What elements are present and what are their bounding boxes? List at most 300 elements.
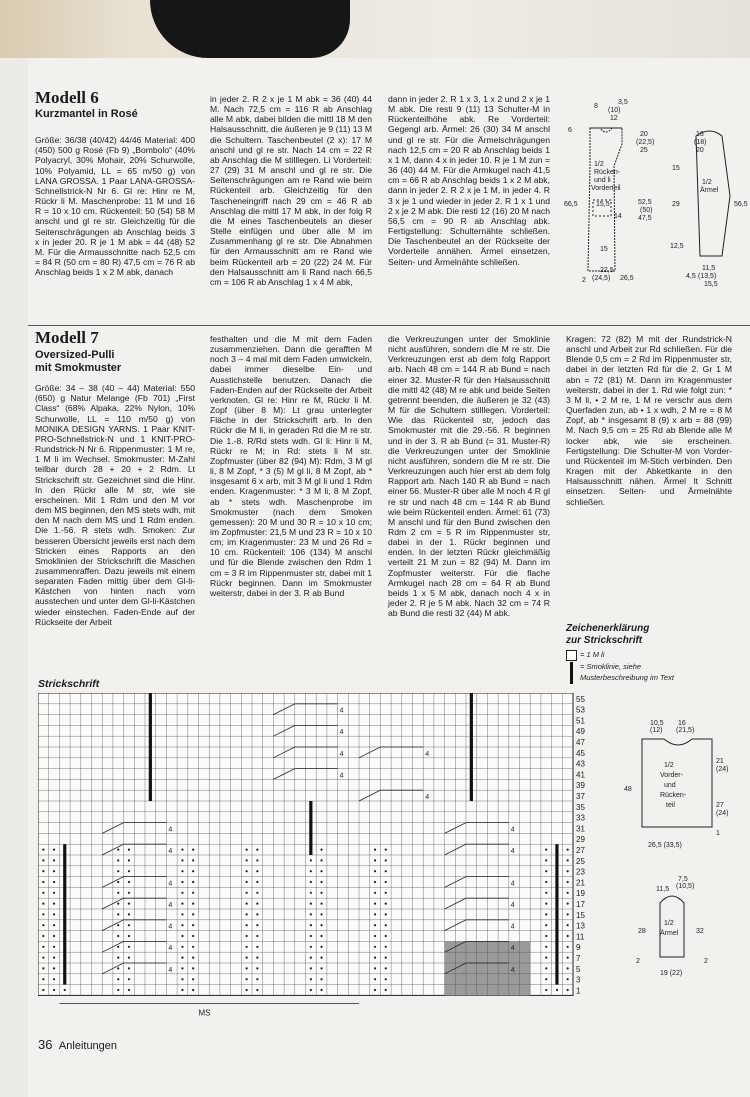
chart-row-number: 7: [576, 954, 581, 963]
chart-title: Strickschrift: [38, 678, 100, 690]
chart-purl-dot: [385, 978, 387, 980]
chart-purl-dot: [117, 935, 119, 937]
chart-purl-dot: [374, 978, 376, 980]
chart-purl-dot: [385, 849, 387, 851]
schema7-label: 27: [716, 802, 724, 809]
chart-purl-dot: [545, 924, 547, 926]
footer-section: Anleitungen: [58, 1040, 118, 1052]
chart-purl-dot: [181, 946, 183, 948]
schema6-label: 15,5: [596, 201, 610, 208]
schema6-label: 12,5: [670, 243, 684, 250]
chart-purl-dot: [53, 903, 55, 905]
chart-purl-dot: [181, 978, 183, 980]
chart-purl-dot: [545, 913, 547, 915]
schema6-label: 14: [614, 213, 622, 220]
chart-purl-dot: [181, 935, 183, 937]
schema6-label: 15,5: [704, 281, 718, 288]
chart-purl-dot: [567, 903, 569, 905]
chart-purl-dot: [42, 870, 44, 872]
chart-purl-dot: [181, 924, 183, 926]
schema6-label: (24,5): [592, 275, 611, 282]
chart-purl-dot: [567, 989, 569, 991]
modell6-col3: [388, 94, 550, 267]
chart-purl-dot: [192, 913, 194, 915]
schema6-label: 20: [640, 131, 648, 138]
chart-cable-label: 4: [168, 966, 173, 974]
chart-purl-dot: [246, 978, 248, 980]
chart-smock-line: [63, 844, 66, 984]
chart-purl-dot: [53, 859, 55, 861]
chart-cable-label: 4: [510, 923, 515, 931]
chart-row-number: 31: [576, 824, 585, 834]
chart-purl-dot: [567, 978, 569, 980]
schema7-body-2: Vorder-: [660, 772, 683, 779]
chart-purl-dot: [192, 967, 194, 969]
chart-purl-dot: [53, 870, 55, 872]
chart-cable-label: 4: [168, 826, 173, 834]
chart-purl-dot: [567, 859, 569, 861]
chart-purl-dot: [117, 870, 119, 872]
chart-purl-dot: [192, 989, 194, 991]
hat-photo: [150, 0, 350, 58]
schema6-label: 47,5: [638, 215, 652, 222]
chart-purl-dot: [385, 967, 387, 969]
chart-purl-dot: [53, 924, 55, 926]
schema7-body-1: 1/2: [664, 762, 674, 769]
chart-smock-line: [470, 693, 473, 801]
chart-purl-dot: [181, 967, 183, 969]
chart-purl-dot: [545, 967, 547, 969]
schema7-label: (21,5): [676, 727, 695, 734]
chart-purl-dot: [128, 849, 130, 851]
schema7-label: 11,5: [656, 886, 670, 893]
chart-cable-label: 4: [510, 848, 515, 855]
chart-purl-dot: [556, 989, 558, 991]
chart-purl-dot: [117, 957, 119, 959]
chart-purl-dot: [117, 913, 119, 915]
chart-purl-dot: [117, 989, 119, 991]
schema6-label: 26,5: [620, 275, 634, 282]
chart-purl-dot: [320, 935, 322, 937]
chart-purl-dot: [128, 978, 130, 980]
modell6-title: Modell 6: [35, 88, 99, 107]
chart-purl-dot: [374, 849, 376, 851]
chart-purl-dot: [310, 978, 312, 980]
chart-purl-dot: [310, 989, 312, 991]
chart-purl-dot: [310, 892, 312, 894]
chart-smock-line: [555, 844, 558, 984]
schema7-body-3: und: [664, 782, 676, 789]
chart-purl-dot: [246, 967, 248, 969]
chart-purl-dot: [374, 892, 376, 894]
chart-row-number: 51: [576, 716, 585, 726]
modell7-col1: [35, 328, 195, 627]
chart-purl-dot: [42, 978, 44, 980]
chart-purl-dot: [567, 870, 569, 872]
chart-purl-dot: [246, 924, 248, 926]
modell7-col2: [210, 334, 372, 598]
chart-purl-dot: [192, 881, 194, 883]
schema6-label: (10): [608, 107, 621, 114]
chart-purl-dot: [42, 935, 44, 937]
chart-purl-dot: [53, 978, 55, 980]
chart-purl-dot: [374, 989, 376, 991]
schema7-label: 7,5: [678, 876, 688, 883]
modell7-text3: die Verkreuzungen unter der Smoklinie nicht ausführen, sondern die M re str. Die Verkreuzungen erst ab dem folg Rapport arb. Nach 48 cm = 144 R ab Bund = nach einer 32. Muster-R für den Halsausschnitt die mittl 42 (48) M re abk und beide Seiten getrennt beenden, die äußeren je 32 (43) M für die Schultern stilllegen. Vorderteil: Wie das Rückenteil str, jedoch das Smokmuster mit die 29.-56. R beginnen und in der 3. R ab Bund (= 31. Muster-R) die Verkreuzungen unter der Smoklinie nicht ausführen, sondern die M re str. Die Verkreuzungen auch hier erst ab dem folg Rapport arb. Nach 140 R ab Bund = nach einer 56. Muster-R über alle M noch 4 R gl re str und nach 48 cm = 144 R ab Bund wie beim Rückenteil enden. Ärmel: 61 (73) M anschl und für den Bund zwischen den Rdm 2 cm = 5 R im Rippenmuster str, dabei in der 1. Rückr beginnen und enden. In der letzten Rückr gleichmäßig verteilt 21 M zun = 82 (94) M. Dann im Zopfmuster weiterstr. Für die flache Armkugel nach 28 cm = 64 R ab Bund beids 1 x 5 M abk, danach noch 4 x in jeder 2. R je 5 M abk. Nach 32 cm = 74 R ab Bund die resti 32 (44) M abk.: [388, 334, 550, 619]
chart-cable-label: 4: [425, 750, 430, 758]
schema6-sleeve-1: 1/2: [702, 179, 712, 186]
chart-purl-dot: [374, 881, 376, 883]
chart-purl-dot: [181, 870, 183, 872]
chart-purl-dot: [117, 946, 119, 948]
schema7-label: 28: [638, 928, 646, 935]
chart-row-number: 1: [576, 986, 581, 996]
chart-purl-dot: [128, 924, 130, 926]
modell7-text2: festhalten und die M mit dem Faden zusammenziehen. Dann die gerafften M noch 3 – 4 mal mit dem Faden umwickeln, dabei immer dieselbe Ein- und Ausstichstelle benutzen. Danach die Faden-Enden auf der Rückseite der Arbeit verknoten. Gl re: Hinr re M, Rückr li M. Zopf (über 8 M): Lt grau unterlegter Fläche in der Strickschrift arb. In den Rückr die M li, in geraden Rd die M re str. Die 1.-8. R/Rd stets wdh. Gl li: Hinr li M, Rückr re M; in Rd: stets li M str. Zopfmuster (über 82 (94) M): Rdm, 3 M gl li, 8 M Zopf, * 3 (5) M gl li, 8 M Zopf, ab * insgesamt 6 x arb, mit 3 M gl li und 1 Rdm enden. Kragenmuster: * 3 M li, 8 M Zopf, ab * stets wdh. Maschenprobe im Smokmuster (nach dem Smoken gemessen): 20 M und 30 R = 10 x 10 cm; im Zopfmuster: 21,5 M und 23 R = 10 x 10 cm; im Kragenmuster: 23 M und 26 Rd = 10 cm. Rückenteil: 106 (134) M anschl und für die Blende zwischen den Rdm 1 cm = 3 R im Rippenmuster str, dabei mit 1 Rückr beginnen. Dann im Smokmuster weiterstr, dabei in der 3. R ab Bund: [210, 334, 372, 598]
chart-purl-dot: [374, 913, 376, 915]
chart-purl-dot: [53, 892, 55, 894]
legend-item-2a: = Smoklinie, siehe: [580, 662, 642, 671]
chart-purl-dot: [256, 989, 258, 991]
chart-purl-dot: [374, 903, 376, 905]
chart-purl-dot: [320, 913, 322, 915]
chart-purl-dot: [374, 870, 376, 872]
chart-purl-dot: [246, 913, 248, 915]
modell6-text1: Größe: 36/38 (40/42) 44/46 Material: 400 (450) 500 g Rosé (Fb 9) „Bombolo“ (40% Polyacryl, 30% Mohair, 20% Schurwolle, 10% Polyamid, LL = 65 m/50 g) von LANA GROSSA. 1 Paar LANA-GROSSA-Schnellstrick-N Nr 6. Gl re: Hinr re M, Rückr li M. Maschenprobe: 11 M und 16 R = 10 x 10 cm. Rückenteil: 50 (54) 58 M anschl und gl re str. Gleichzeitig für die Seitenschrägungen ab Anschlag beids 3 x in jeder 20. R je 1 M abk = 44 (48) 52 M. Für die Armausschnitte nach 52,5 cm = 84 R (50 cm = 80 R) 47,5 cm = 76 R ab Anschlag beids 1 x 2 M abk, danach: [35, 135, 195, 278]
chart-purl-dot: [246, 957, 248, 959]
modell6-text2: in jeder 2. R 2 x je 1 M abk = 36 (40) 44 M. Nach 72,5 cm = 116 R ab Anschlag alle M abk, dabei bilden die mittl 18 M den Halsausschnitt, die äußeren je 9 (11) 13 M die Schultern. Taschenbeutel (2 x): 17 M anschl und gl re str. Nach 14 cm = 22 R ab Anschlag die M stilllegen. Li Vorderteil: 27 (29) 31 M anschl und gl re str. Die Seitenschrägungen am re Rand wie beim Rückenteil arb. Gleichzeitig für den Tascheneingriff nach 29 cm = 46 R ab Anschlag die mittl 17 M abk, in der folg R die M eines Taschenbeutels an dieser Stelle einfügen und über alle M im Zusammenhang gl re str. Die Abnahmen für den Armausschnitt am re Rand wie beim Rückenteil arb = 20 (22) 24 M. Für den Halsausschnitt am li Rand nach 66,5 cm = 106 R ab Anschlag 1 x 4 M abk,: [210, 94, 372, 287]
chart-purl-dot: [192, 849, 194, 851]
chart-purl-dot: [374, 946, 376, 948]
chart-purl-dot: [567, 849, 569, 851]
schema6-back-1: 1/2: [594, 161, 604, 168]
schema7-label: 16: [678, 720, 686, 727]
chart-purl-dot: [42, 946, 44, 948]
chart-row-number: 27: [576, 846, 585, 855]
chart-purl-dot: [181, 881, 183, 883]
chart-purl-dot: [181, 892, 183, 894]
chart-purl-dot: [42, 957, 44, 959]
chart-purl-dot: [192, 924, 194, 926]
chart-cable-label: 4: [168, 902, 173, 909]
chart-purl-dot: [256, 892, 258, 894]
chart-purl-dot: [320, 849, 322, 851]
chart-purl-dot: [256, 870, 258, 872]
legend-title-1: Zeichenerklärung: [566, 623, 650, 634]
chart-purl-dot: [181, 913, 183, 915]
chart-purl-dot: [192, 978, 194, 980]
chart-purl-dot: [385, 913, 387, 915]
chart-purl-dot: [246, 892, 248, 894]
chart-row-number: 37: [576, 792, 585, 801]
schema6-label: (50): [640, 207, 653, 214]
chart-purl-dot: [128, 957, 130, 959]
chart-purl-dot: [192, 859, 194, 861]
chart-purl-dot: [117, 881, 119, 883]
chart-purl-dot: [128, 913, 130, 915]
chart-purl-dot: [320, 903, 322, 905]
chart-row-number: 17: [576, 900, 585, 909]
schema-modell7-body: [620, 715, 740, 855]
schema6-label: 15: [600, 246, 608, 253]
chart-purl-dot: [246, 881, 248, 883]
photo-strip: [0, 0, 750, 58]
chart-purl-dot: [256, 946, 258, 948]
legend-smock-line: [570, 662, 573, 684]
schema7-label: 2: [636, 958, 640, 965]
chart-row-number: 13: [576, 921, 585, 931]
chart-purl-dot: [310, 859, 312, 861]
schema6-label: 22,5: [600, 267, 614, 274]
schema7-body-5: teil: [666, 802, 675, 809]
chart-purl-dot: [256, 935, 258, 937]
chart-purl-dot: [567, 957, 569, 959]
chart-purl-dot: [310, 870, 312, 872]
schema7-sleeve-1: 1/2: [664, 920, 674, 927]
chart-purl-dot: [545, 849, 547, 851]
schema7-label: (24): [716, 810, 729, 817]
schema6-back-4: Vorderteil: [591, 185, 621, 192]
chart-row-number: 21: [576, 878, 585, 888]
legend-item-1: = 1 M li: [580, 650, 605, 659]
chart-purl-dot: [256, 903, 258, 905]
chart-purl-dot: [117, 978, 119, 980]
chart-purl-dot: [192, 903, 194, 905]
chart-purl-dot: [42, 881, 44, 883]
schema6-label: 8: [594, 103, 598, 110]
chart-purl-dot: [320, 946, 322, 948]
schema6-label: 6: [568, 127, 572, 134]
chart-purl-dot: [53, 946, 55, 948]
schema6-label: 16: [696, 131, 704, 138]
chart-purl-dot: [42, 989, 44, 991]
chart-purl-dot: [320, 870, 322, 872]
chart-purl-dot: [192, 946, 194, 948]
chart-purl-dot: [128, 967, 130, 969]
chart-purl-dot: [128, 859, 130, 861]
chart-purl-dot: [385, 935, 387, 937]
schema6-label: 2: [582, 277, 586, 284]
chart-row-number: 39: [576, 781, 585, 791]
chart-purl-dot: [567, 935, 569, 937]
chart-purl-dot: [374, 859, 376, 861]
chart-purl-dot: [192, 935, 194, 937]
chart-purl-dot: [246, 859, 248, 861]
schema7-label: 26,5 (33,5): [648, 842, 682, 849]
chart-purl-dot: [246, 935, 248, 937]
chart-purl-dot: [320, 881, 322, 883]
chart-purl-dot: [128, 946, 130, 948]
chart-purl-dot: [385, 957, 387, 959]
schema-modell7-sleeve: [620, 875, 740, 980]
schema6-label: 25: [640, 147, 648, 154]
chart-purl-dot: [385, 946, 387, 948]
schema6-label: 66,5: [564, 201, 578, 208]
schema6-label: 4,5: [686, 273, 696, 280]
chart-cable-label: 4: [425, 794, 430, 801]
modell7-subtitle2: mit Smokmuster: [35, 362, 122, 375]
chart-purl-dot: [256, 978, 258, 980]
chart-cable-label: 4: [510, 826, 515, 834]
chart-smock-line: [149, 693, 152, 801]
chart-purl-dot: [545, 978, 547, 980]
modell6-text3: dann in jeder 2. R 1 x 3, 1 x 2 und 2 x je 1 M abk. Die resti 9 (11) 13 Schulter-M in Rückenteilhöhe abk. Re Vorderteil: Gegengl arb. Ärmel: 26 (30) 34 M anschl und gl re str. Für die Ärmelschrägungen nach 12,5 cm = 20 R ab Anschlag beids 1 x 1 M, dann 4 x in jeder 10. R je 1 M zun = 36 (40) 44 M. Für die Armkugel nach 41,5 cm = 66 R ab Anschlag beids 1 x 2 M abk, dann in jeder 2. R 2 x je 1 M, in jeder 4. R 3 x je 1 und wieder in jeder 2. R 1 x 1 und 2 x je 2 M abk. Die resti 12 (16) 20 M nach 56,5 cm = 90 R ab Anschlag abk. Fertigstellung: Schulternähte schließen. Die Taschenbeutel an der Rückseite der Vorderteile annähen. Ärmel einsetzen, Seiten- und Ärmelnähte schließen.: [388, 94, 550, 267]
modell7-title: Modell 7: [35, 328, 99, 347]
chart-purl-dot: [128, 892, 130, 894]
chart-row-number: 15: [576, 910, 585, 920]
chart-purl-dot: [385, 870, 387, 872]
chart-row-number: 49: [576, 727, 585, 737]
schema6-label: 20: [696, 147, 704, 154]
chart-row-number: 35: [576, 802, 585, 812]
chart-cable-label: 4: [168, 848, 173, 855]
chart-cable-label: 4: [339, 772, 344, 780]
chart-purl-dot: [385, 881, 387, 883]
chart-purl-dot: [246, 989, 248, 991]
chart-row-number: 43: [576, 759, 585, 769]
chart-purl-dot: [256, 881, 258, 883]
chart-purl-dot: [53, 881, 55, 883]
chart-purl-dot: [117, 849, 119, 851]
chart-purl-dot: [181, 849, 183, 851]
chart-purl-dot: [117, 859, 119, 861]
chart-cable-label: 4: [339, 729, 344, 737]
chart-purl-dot: [181, 859, 183, 861]
legend-title-2: zur Strickschrift: [566, 635, 643, 646]
chart-purl-dot: [42, 967, 44, 969]
page-footer: [38, 1037, 117, 1052]
chart-purl-dot: [567, 881, 569, 883]
chart-purl-dot: [246, 946, 248, 948]
chart-purl-dot: [545, 859, 547, 861]
chart-row-number: 19: [576, 889, 585, 899]
chart-purl-dot: [374, 957, 376, 959]
schema6-label: (18): [694, 139, 707, 146]
chart-row-number: 45: [576, 748, 585, 758]
chart-purl-dot: [128, 903, 130, 905]
chart-purl-dot: [385, 903, 387, 905]
chart-row-number: 29: [576, 835, 585, 845]
schema6-label: 29: [672, 201, 680, 208]
chart-purl-dot: [567, 967, 569, 969]
chart-purl-dot: [64, 989, 66, 991]
modell6-col1: [35, 88, 195, 278]
chart-purl-dot: [545, 870, 547, 872]
schema7-label: (24): [716, 766, 729, 773]
chart-purl-dot: [42, 849, 44, 851]
chart-purl-dot: [320, 957, 322, 959]
chart-cable-label: 4: [510, 880, 515, 888]
chart-purl-dot: [320, 892, 322, 894]
schema6-sleeve-2: Ärmel: [700, 187, 719, 194]
chart-row-number: 3: [576, 975, 581, 985]
chart-purl-dot: [53, 849, 55, 851]
chart-purl-dot: [320, 967, 322, 969]
schema-modell6: [560, 96, 748, 296]
chart-purl-dot: [181, 957, 183, 959]
chart-row-number: 41: [576, 770, 585, 780]
chart-cable-label: 4: [168, 945, 173, 953]
chart-purl-dot: [310, 967, 312, 969]
schema7-label: 1: [716, 830, 720, 837]
chart-purl-dot: [545, 957, 547, 959]
chart-row-number: 11: [576, 932, 585, 942]
chart-purl-dot: [310, 957, 312, 959]
chart-row-number: 23: [576, 867, 585, 877]
page-number: 36: [38, 1037, 53, 1052]
chart-purl-dot: [545, 989, 547, 991]
chart-purl-dot: [545, 903, 547, 905]
chart-purl-dot: [374, 935, 376, 937]
chart-purl-dot: [53, 935, 55, 937]
chart-purl-dot: [385, 892, 387, 894]
chart-purl-dot: [545, 946, 547, 948]
chart-cable-label: 4: [510, 966, 515, 974]
chart-row-number: 25: [576, 856, 585, 866]
modell7-text1: Größe: 34 – 38 (40 – 44) Material: 550 (650) g Natur Melange (Fb 701) „First Class“ (68% Alpaka, 22% Nylon, 10% Schurwolle, LL = 110 m/50 g) von MONIKA DESIGN YARNS. 1 Paar KNIT-PRO-Schnellstrick-N und 1 KNIT-PRO-Rundstrick-N Nr 6. Rippenmuster: 1 M re, 1 M li im Wechsel. Smokmuster: M-Zahl teilbar durch 28 + 20 + 2 Rdm. Lt Strickschrift str. Gezeichnet sind die Hinr. In den Rückr alle M str, wie sie erscheinen. Mit 1 Rdm und den M vor dem MS beginnen, den MS stets wdh, mit den M nach dem MS und 1 Rdm enden. Die 1.-56. R stets wdh. Smoken: Zur besseren Übersicht jeweils erst nach dem Stricken eines Rapports an den Smoklinien der Strickschrift die Maschen zusammenraffen. Dazu jeweils mit einem separaten Faden mittig über dem Gl-li-Kästchen von hinten nach vorn ausstechen und unter dem Gl-li-Kästchen wieder einstechen. Faden-Ende auf der Rückseite der Arbeit: [35, 383, 195, 627]
chart-row-number: 55: [576, 694, 585, 704]
chart-purl-dot: [128, 881, 130, 883]
chart-purl-dot: [42, 859, 44, 861]
chart-purl-dot: [256, 957, 258, 959]
chart-purl-dot: [128, 870, 130, 872]
schema7-label: 10,5: [650, 720, 664, 727]
schema7-label: 48: [624, 786, 632, 793]
schema7-label: 19 (22): [660, 970, 683, 977]
modell6-subtitle: Kurzmantel in Rosé: [35, 108, 138, 121]
schema7-label: 2: [704, 958, 708, 965]
schema6-label: 56,5: [734, 201, 748, 208]
chart-purl-dot: [42, 892, 44, 894]
modell7-text4: Kragen: 72 (82) M mit der Rundstrick-N anschl und Arbeit zur Rd schließen. Für die Blende 0,5 cm = 2 Rd im Rippenmuster str, dabei in der letzten Rd für die 2. Gr 1 M abn = 72 (81) M. Dann im Kragenmuster weiterstr, dabei in der 1. Rd wie folgt zun: * 3 M li, • 2 M re, 1 M re verschr aus dem Querfaden zun, ab • 1 x wdh, 2 M re = 8 M Zopf, ab * insgesamt 8 (9) x arb = 88 (99) M. Nach 9,5 cm = 25 Rd ab Blende alle M locker abk, wie sie erscheinen. Fertigstellung: Die Schulter-M von Vorder- und Rückenteil im M-Stich verbinden. Den Kragen mit der Abkettkante in den Halsausschnitt nähen. Ärmel lt Schnitt einsetzen. Seiten- und Ärmelnähte schließen.: [566, 334, 732, 507]
legend-purl-box: [566, 650, 577, 661]
chart-purl-dot: [42, 913, 44, 915]
chart-cable-label: 4: [339, 750, 344, 758]
chart-purl-dot: [117, 924, 119, 926]
section-divider: [28, 325, 750, 326]
legend-item-2b: Musterbeschreibung im Text: [580, 673, 674, 682]
chart-row-number: 47: [576, 738, 585, 747]
modell7-subtitle1: Oversized-Pulli: [35, 349, 115, 362]
chart-purl-dot: [385, 859, 387, 861]
chart-purl-dot: [567, 924, 569, 926]
schema6-back-3: und li: [594, 177, 611, 184]
chart-purl-dot: [310, 881, 312, 883]
schema6-label: (22,5): [636, 139, 655, 146]
chart-purl-dot: [374, 967, 376, 969]
schema6-label: 12: [610, 115, 618, 122]
knitting-chart: [38, 693, 600, 1023]
chart-purl-dot: [310, 946, 312, 948]
chart-purl-dot: [545, 935, 547, 937]
chart-cable-label: 4: [168, 923, 173, 931]
schema6-label: (13,5): [698, 273, 717, 280]
chart-purl-dot: [545, 881, 547, 883]
schema6-label: 11,5: [702, 265, 716, 272]
schema7-label: 32: [696, 928, 704, 935]
chart-purl-dot: [320, 989, 322, 991]
chart-purl-dot: [246, 903, 248, 905]
chart-purl-dot: [310, 913, 312, 915]
chart-purl-dot: [385, 924, 387, 926]
chart-purl-dot: [374, 924, 376, 926]
chart-purl-dot: [567, 946, 569, 948]
chart-purl-dot: [42, 924, 44, 926]
schema7-label: 21: [716, 758, 724, 765]
chart-purl-dot: [181, 989, 183, 991]
schema7-label: (10,5): [676, 883, 695, 890]
chart-row-number: 9: [576, 943, 581, 953]
